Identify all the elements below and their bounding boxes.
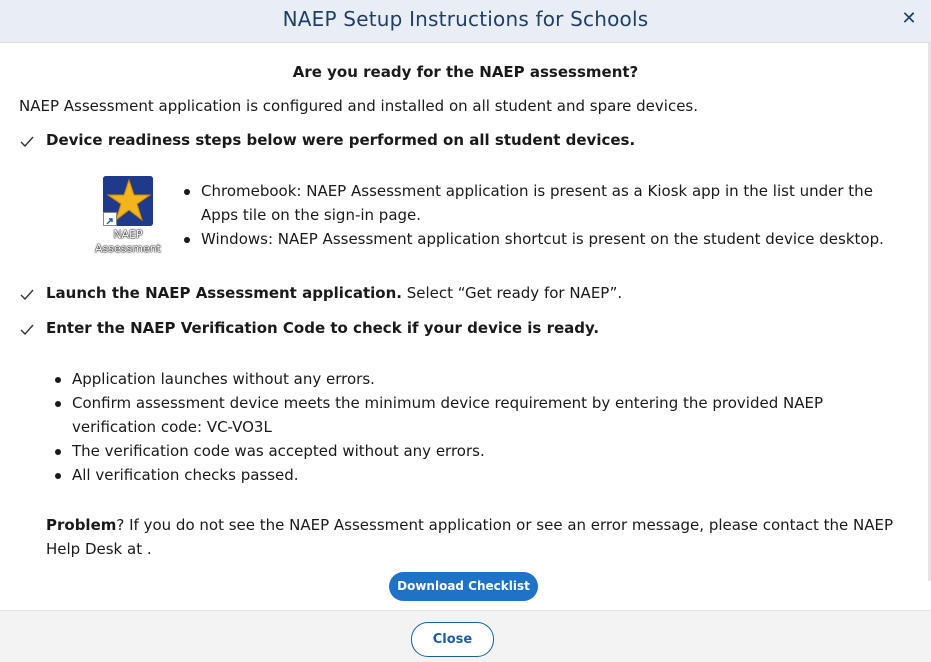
checkmark-icon	[19, 286, 35, 302]
checkmark-icon	[19, 321, 35, 337]
naep-app-shortcut	[92, 174, 164, 262]
device-bullet-list	[175, 179, 910, 251]
list-item: Windows: NAEP Assessment application shortcut is present on the student device desktop.	[175, 227, 910, 251]
shortcut-arrow-icon	[103, 212, 117, 226]
download-checklist-label: Download Checklist	[397, 579, 530, 593]
problem-text: ? If you do not see the NAEP Assessment application or see an error message, please contact the NAEP Help Desk at .	[46, 516, 894, 558]
list-item: All verification checks passed.	[46, 463, 908, 487]
dialog-title: NAEP Setup Instructions for Schools	[282, 7, 649, 31]
check-item-bold: Launch the NAEP Assessment application.	[46, 284, 402, 302]
list-item: Chromebook: NAEP Assessment application is present as a Kiosk app in the list under the Apps tile on the sign-in page.	[175, 179, 910, 227]
ready-question: Are you ready for the NAEP assessment?	[292, 63, 639, 81]
dialog-header	[0, 0, 931, 43]
list-item: Application launches without any errors.	[46, 367, 908, 391]
check-item-bold: Device readiness steps below were performed on all student devices.	[46, 131, 636, 149]
check-item-bold: Enter the NAEP Verification Code to check if your device is ready.	[46, 319, 600, 337]
problem-label: Problem	[46, 516, 117, 534]
close-button[interactable]: Close	[411, 622, 494, 657]
checkmark-icon	[19, 133, 35, 149]
intro-text: NAEP Assessment application is configured and installed on all student and spare devices.	[19, 97, 699, 115]
list-item: Confirm assessment device meets the minimum device requirement by entering the provided NAEP verification code: VC-VO3L	[46, 391, 908, 439]
list-item: The verification code was accepted without any errors.	[46, 439, 908, 463]
problem-note	[46, 513, 906, 561]
dialog-footer	[0, 610, 931, 662]
close-icon[interactable]: ✕	[901, 8, 917, 28]
download-checklist-button[interactable]	[389, 572, 538, 601]
verification-bullet-list	[46, 367, 908, 487]
dialog-content	[0, 43, 931, 610]
check-item-text: Select “Get ready for NAEP”.	[401, 284, 623, 302]
naep-app-label: NAEP Assessment	[95, 228, 161, 255]
